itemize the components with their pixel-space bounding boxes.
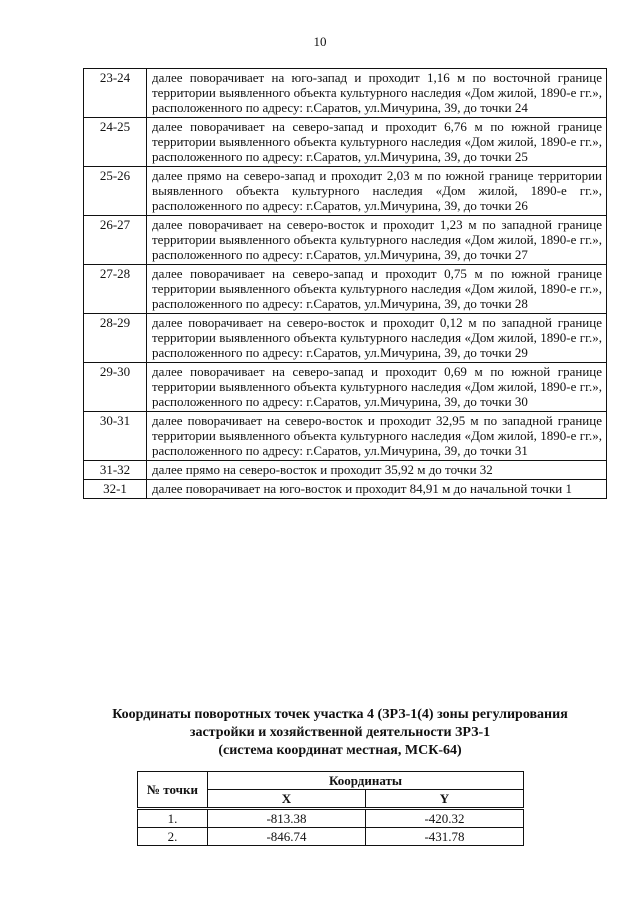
column-header-y: Y [366, 790, 524, 809]
segment-description: далее прямо на северо-запад и проходит 2,03 м по южной границе территории выявленного объекта культурного наследия «Дом жилой, 1890-е гг.», расположенного по адресу: г.Саратов, ул.Мичурина, 39, до точки 26 [147, 167, 607, 216]
y-value: -420.32 [366, 809, 524, 828]
segment-id: 25-26 [84, 167, 147, 216]
segment-description: далее поворачивает на юго-восток и проходит 84,91 м до начальной точки 1 [147, 480, 607, 499]
segment-id: 26-27 [84, 216, 147, 265]
segment-id: 28-29 [84, 314, 147, 363]
heading-line: (система координат местная, МСК-64) [218, 743, 462, 758]
table-row [84, 363, 607, 412]
heading-line: застройки и хозяйственной деятельности ЗРЗ-1 [189, 725, 491, 740]
segment-description: далее прямо на северо-восток и проходит 35,92 м до точки 32 [147, 461, 607, 480]
point-number: 1. [138, 809, 208, 828]
x-value: -846.74 [208, 828, 366, 846]
segment-id: 27-28 [84, 265, 147, 314]
column-header-x: X [208, 790, 366, 809]
segment-description: далее поворачивает на северо-запад и проходит 0,75 м по южной границе территории выявленного объекта культурного наследия «Дом жилой, 1890-е гг.», расположенного по адресу: г.Саратов, ул.Мичурина, 39, до точки 28 [147, 265, 607, 314]
segment-description: далее поворачивает на северо-восток и проходит 1,23 м по западной границе территории выявленного объекта культурного наследия «Дом жилой, 1890-е гг.», расположенного по адресу: г.Саратов, ул.Мичурина, 39, до точки 27 [147, 216, 607, 265]
table-row [84, 314, 607, 363]
table-row [84, 480, 607, 499]
segment-description: далее поворачивает на северо-запад и проходит 6,76 м по южной границе территории выявленного объекта культурного наследия «Дом жилой, 1890-е гг.», расположенного по адресу: г.Саратов, ул.Мичурина, 39, до точки 25 [147, 118, 607, 167]
table-row [84, 167, 607, 216]
coordinates-table [137, 771, 524, 846]
segment-description: далее поворачивает на северо-восток и проходит 32,95 м по западной границе территории выявленного объекта культурного наследия «Дом жилой, 1890-е гг.», расположенного по адресу: г.Саратов, ул.Мичурина, 39, до точки 31 [147, 412, 607, 461]
table-row [84, 69, 607, 118]
segment-id: 31-32 [84, 461, 147, 480]
heading-line: Координаты поворотных точек участка 4 (ЗРЗ-1(4) зоны регулирования [112, 707, 568, 722]
table-header-row [138, 772, 524, 790]
segment-id: 29-30 [84, 363, 147, 412]
x-value: -813.38 [208, 809, 366, 828]
section-heading [70, 706, 610, 760]
segment-id: 24-25 [84, 118, 147, 167]
table-row [84, 118, 607, 167]
column-header-point: № точки [138, 772, 208, 809]
table-row [84, 461, 607, 480]
segments-table [83, 68, 607, 499]
column-header-coordinates: Координаты [208, 772, 524, 790]
point-number: 2. [138, 828, 208, 846]
table-row [84, 216, 607, 265]
y-value: -431.78 [366, 828, 524, 846]
table-row [84, 412, 607, 461]
segment-description: далее поворачивает на юго-запад и проходит 1,16 м по восточной границе территории выявленного объекта культурного наследия «Дом жилой, 1890-е гг.», расположенного по адресу: г.Саратов, ул.Мичурина, 39, до точки 24 [147, 69, 607, 118]
segment-id: 30-31 [84, 412, 147, 461]
table-row [138, 809, 524, 828]
segment-description: далее поворачивает на северо-запад и проходит 0,69 м по южной границе территории выявленного объекта культурного наследия «Дом жилой, 1890-е гг.», расположенного по адресу: г.Саратов, ул.Мичурина, 39, до точки 30 [147, 363, 607, 412]
segment-description: далее поворачивает на северо-восток и проходит 0,12 м по западной границе территории выявленного объекта культурного наследия «Дом жилой, 1890-е гг.», расположенного по адресу: г.Саратов, ул.Мичурина, 39, до точки 29 [147, 314, 607, 363]
table-row [84, 265, 607, 314]
table-row [138, 828, 524, 846]
segment-id: 32-1 [84, 480, 147, 499]
page-number: 10 [313, 34, 327, 49]
segment-id: 23-24 [84, 69, 147, 118]
